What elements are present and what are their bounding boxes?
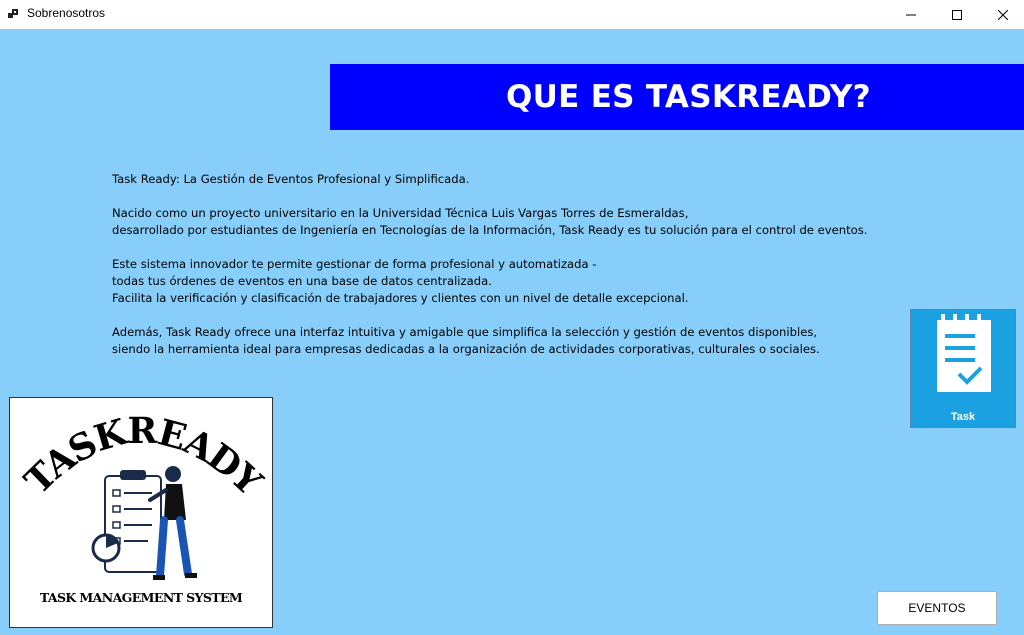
origin-line-2: desarrollado por estudiantes de Ingeniería en Tecnologías de la Información, Task Ready es tu solución para el control de eventos.: [112, 223, 868, 237]
benefits-line-1: Además, Task Ready ofrece una interfaz intuitiva y amigable que simplifica la selección y gestión de eventos disponibles,: [112, 325, 818, 339]
window-title: Sobrenosotros: [27, 6, 106, 20]
form-client-area: [0, 29, 1024, 635]
features-line-2: todas tus órdenes de eventos en una base de datos centralizada.: [112, 274, 492, 288]
task-tile-label: Task: [950, 411, 976, 423]
features-line-1: Este sistema innovador te permite gestionar de forma profesional y automatizada -: [112, 257, 597, 271]
task-tile-button[interactable]: [910, 309, 1016, 428]
benefits-line-2: siendo la herramienta ideal para empresas dedicadas a la organización de actividades corporativas, culturales o sociales.: [112, 342, 820, 356]
close-icon: [998, 10, 1008, 20]
origin-line-1: Nacido como un proyecto universitario en la Universidad Técnica Luis Vargas Torres de Esmeraldas,: [112, 206, 689, 220]
minimize-icon: [906, 10, 916, 20]
logo-wordmark: TASKREADY: [16, 409, 269, 503]
maximize-button[interactable]: [934, 0, 980, 29]
maximize-icon: [952, 10, 962, 20]
close-button[interactable]: [980, 0, 1024, 29]
minimize-button[interactable]: [888, 0, 934, 29]
intro-line: Task Ready: La Gestión de Eventos Profesional y Simplificada.: [112, 172, 470, 186]
eventos-button[interactable]: EVENTOS: [877, 591, 997, 625]
features-line-3: Facilita la verificación y clasificación de trabajadores y clientes con un nivel de detalle excepcional.: [112, 291, 689, 305]
logo-caption: TASK MANAGEMENT SYSTEM: [39, 590, 243, 605]
page-title: QUE ES TASKREADY?: [506, 79, 871, 115]
clipboard-check-icon: [933, 314, 995, 394]
taskready-logo: [9, 397, 273, 628]
app-icon: [8, 8, 20, 20]
header-banner: [330, 64, 1024, 130]
title-bar: [0, 0, 1024, 29]
